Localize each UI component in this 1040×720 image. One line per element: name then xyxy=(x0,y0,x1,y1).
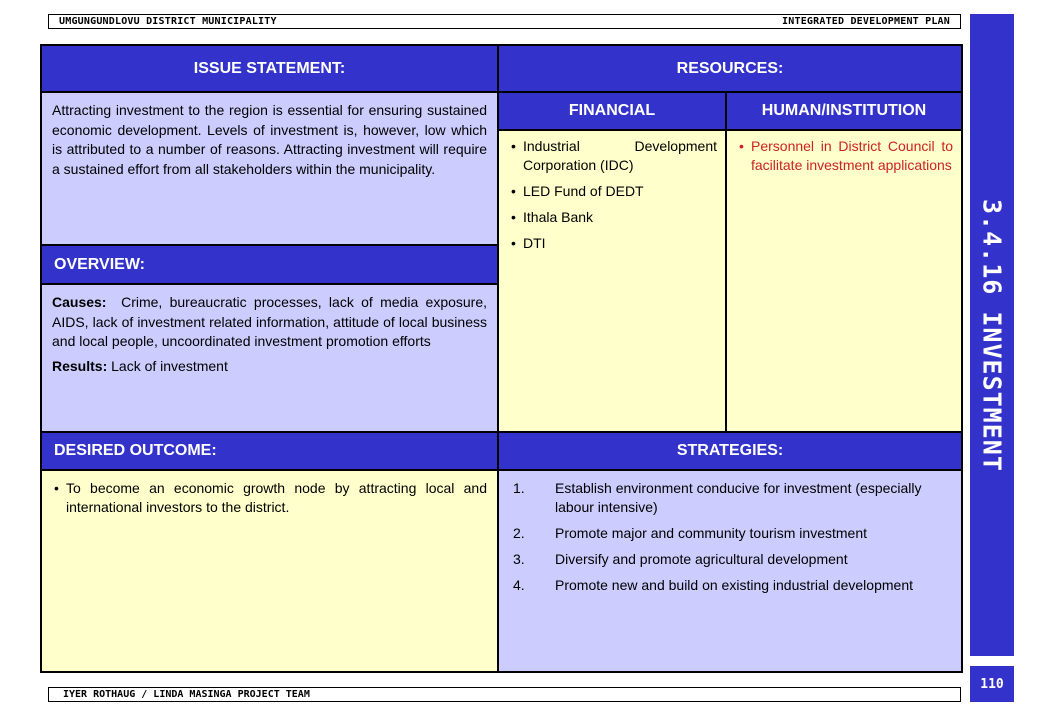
financial-cell xyxy=(499,131,725,431)
strategies-heading-text: STRATEGIES: xyxy=(676,442,784,459)
strategy-text: Promote new and build on existing industrial development xyxy=(555,577,913,593)
human-institution-cell xyxy=(727,131,961,431)
page-header xyxy=(48,14,961,29)
overview-causes xyxy=(52,293,487,352)
overview-heading xyxy=(42,246,497,283)
section-sidebar xyxy=(970,14,1014,656)
desired-outcome-list xyxy=(52,479,487,517)
resources-heading-text: RESOURCES: xyxy=(676,59,784,77)
financial-item: • Industrial Development Corporation (IDC) xyxy=(509,137,717,175)
desired-outcome-cell xyxy=(42,471,497,671)
results-text: Lack of investment xyxy=(111,357,228,374)
strategy-item xyxy=(509,576,951,595)
issue-statement-heading-text: ISSUE STATEMENT: xyxy=(193,59,346,77)
causes-text: Crime, bureaucratic processes, lack of media exposure, AIDS, lack of investment related information, attitude of local business and local people, uncoordinated investment promotion efforts xyxy=(52,294,488,349)
financial-list xyxy=(509,137,717,253)
results-label: Results: xyxy=(52,357,108,374)
overview-heading-text: OVERVIEW: xyxy=(54,255,145,273)
overview-cell xyxy=(42,285,497,431)
financial-item: • DTI xyxy=(509,234,717,253)
strategy-number: 1. xyxy=(513,480,525,496)
strategy-number: 3. xyxy=(513,551,525,567)
issue-statement-heading xyxy=(42,46,497,91)
issue-statement-text: Attracting investment to the region is essential for ensuring sustained economic development. Levels of investment is, however, low which is attributed to a number of reasons. Attracting investment will require a sustained effort from all stakeholders within the municipality. xyxy=(52,102,487,177)
desired-outcome-item: • To become an economic growth node by attracting local and international investors to the district. xyxy=(52,479,487,517)
strategy-number: 2. xyxy=(513,525,525,541)
financial-heading-text: FINANCIAL xyxy=(568,102,656,119)
financial-item: • Ithala Bank xyxy=(509,208,717,227)
human-institution-list xyxy=(737,137,953,175)
desired-outcome-heading xyxy=(42,433,497,469)
header-municipality: UMGUNGUNDLOVU DISTRICT MUNICIPALITY xyxy=(59,16,277,27)
strategy-number: 4. xyxy=(513,577,525,593)
strategy-item xyxy=(509,550,951,569)
page-number: 110 xyxy=(970,666,1014,702)
causes-label: Causes: xyxy=(52,294,107,310)
desired-outcome-heading-text: DESIRED OUTCOME: xyxy=(54,442,217,459)
strategies-list xyxy=(509,479,951,595)
header-plan-title: INTEGRATED DEVELOPMENT PLAN xyxy=(782,16,950,27)
strategy-text: Promote major and community tourism investment xyxy=(555,525,867,541)
human-institution-heading-text: HUMAN/INSTITUTION xyxy=(761,102,927,119)
footer-team: IYER ROTHAUG / LINDA MASINGA PROJECT TEAM xyxy=(63,689,310,700)
strategies-cell xyxy=(499,471,961,671)
financial-item: • LED Fund of DEDT xyxy=(509,182,717,201)
strategy-text: Establish environment conducive for investment (especially labour intensive) xyxy=(555,480,922,515)
strategy-text: Diversify and promote agricultural development xyxy=(555,551,848,567)
human-institution-heading xyxy=(727,93,961,129)
strategies-heading xyxy=(499,433,961,469)
section-title: 3.4.16 INVESTMENT xyxy=(977,198,1007,472)
strategy-item xyxy=(509,479,951,517)
investment-table xyxy=(40,44,963,673)
resources-heading xyxy=(499,46,961,91)
overview-results xyxy=(52,357,487,377)
issue-statement-cell xyxy=(42,93,497,244)
strategy-item xyxy=(509,524,951,543)
human-institution-item: • Personnel in District Council to facilitate investment applications xyxy=(737,137,953,175)
page-footer xyxy=(48,687,961,702)
financial-heading xyxy=(499,93,725,129)
